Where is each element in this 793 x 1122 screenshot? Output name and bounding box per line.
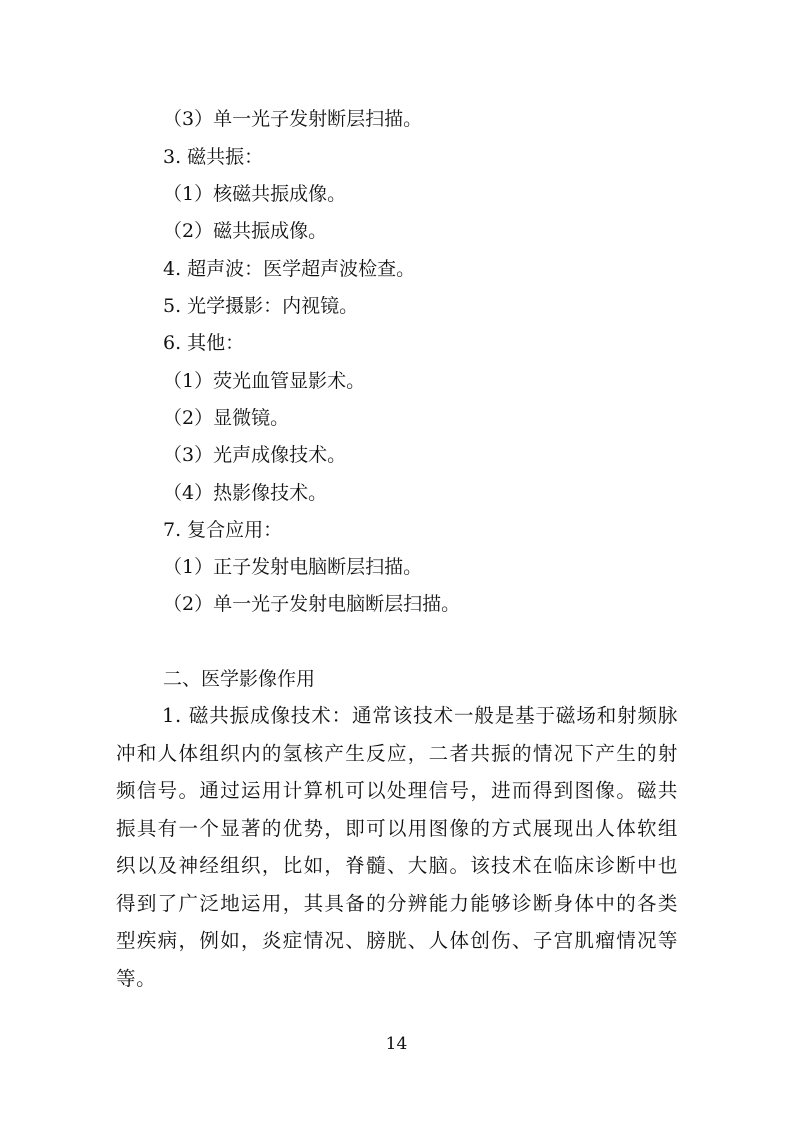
list-item: （2）显微镜。 <box>163 407 290 429</box>
list-heading: 6. 其他： <box>163 332 245 354</box>
list-item: （1）正子发射电脑断层扫描。 <box>163 556 423 578</box>
list-heading: 3. 磁共振： <box>163 146 264 168</box>
list-item: （1）荧光血管显影术。 <box>163 370 366 392</box>
list-heading: 5. 光学摄影：内视镜。 <box>163 295 359 317</box>
list-heading: 7. 复合应用： <box>163 519 283 541</box>
list-item: （2）磁共振成像。 <box>163 220 328 242</box>
list-heading: 4. 超声波：医学超声波检查。 <box>163 258 416 280</box>
list-item: （3）光声成像技术。 <box>163 444 347 466</box>
list-item: （4）热影像技术。 <box>163 482 328 504</box>
list-item: （3）单一光子发射断层扫描。 <box>163 108 423 130</box>
list-item: （1）核磁共振成像。 <box>163 183 347 205</box>
page-number: 14 <box>385 1034 408 1054</box>
list-item: （2）单一光子发射电脑断层扫描。 <box>163 593 461 615</box>
body-paragraph: 1. 磁共振成像技术：通常该技术一般是基于磁场和射频脉冲和人体组织内的氢核产生反应，二者共振的情况下产生的射频信号。通过运用计算机可以处理信号，进而得到图像。磁共振具有一个显著的优势，即可以用图像的方式展现出人体软组织以及神经组织，比如，脊髓、大脑。该技术在临床诊断中也得到了广泛地运用，其具备的分辨能力能够诊断身体中的各类型疾病，例如，炎症情况、膀胱、人体创伤、子宫肌瘤情况等等。 <box>116 704 678 990</box>
section-heading: 二、医学影像作用 <box>163 668 316 690</box>
